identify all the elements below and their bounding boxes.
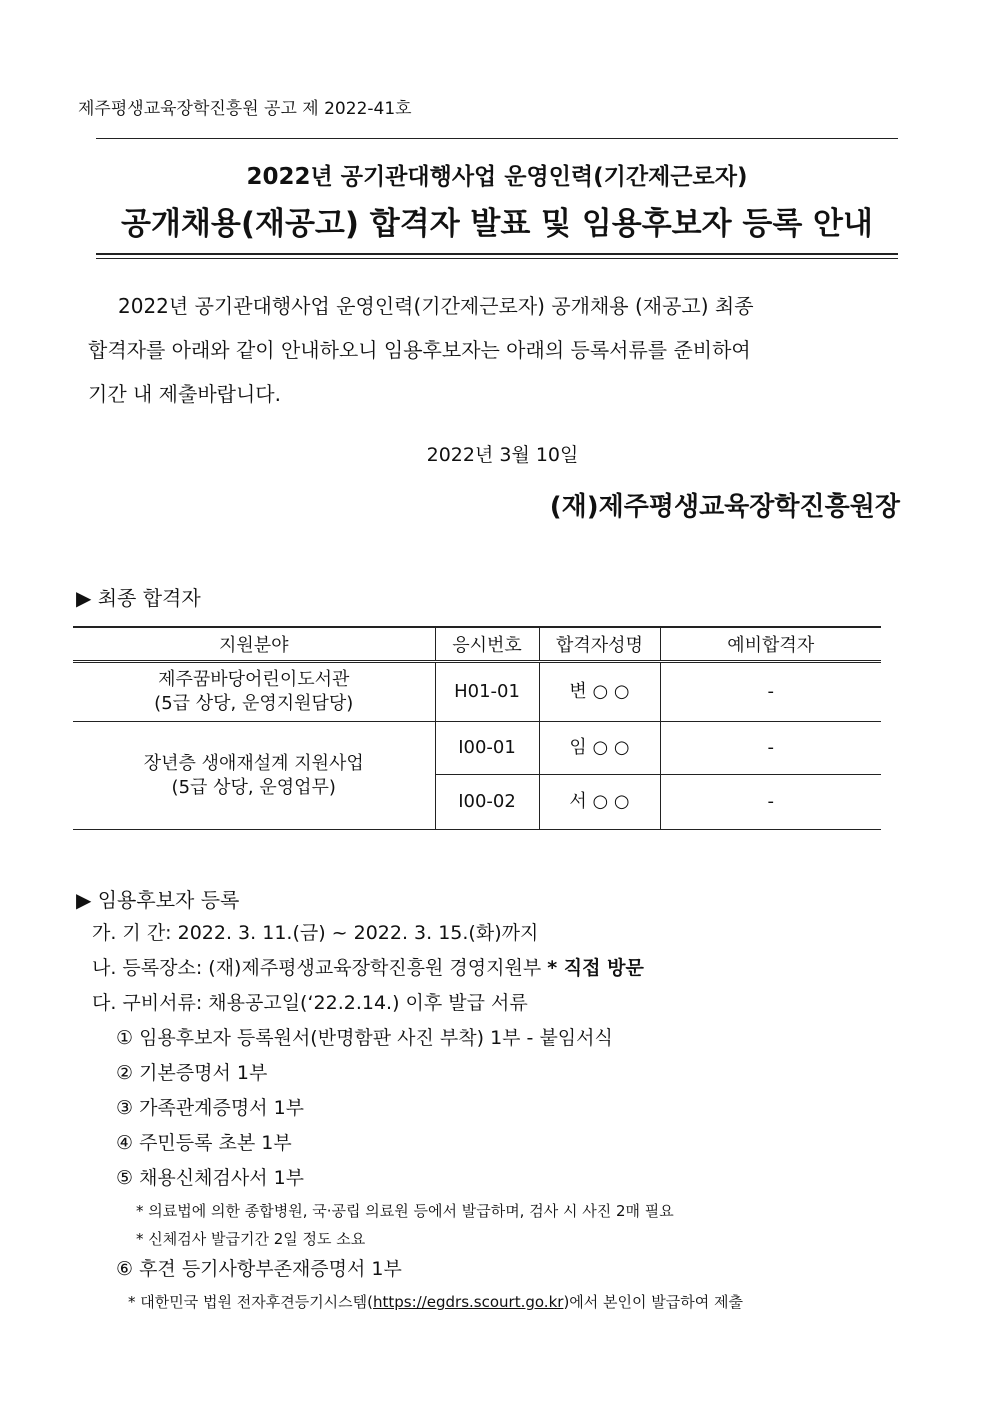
title-line-1: 2022년 공기관대행사업 운영인력(기간제근로자) [246, 164, 748, 190]
header-divider [96, 138, 898, 139]
doc-item: ⑤ 채용신체검사서 1부 [116, 1167, 305, 1189]
doc-note [92, 1289, 912, 1317]
intro-line-2: 합격자를 아래와 같이 안내하오니 임용후보자는 아래의 등록서류를 준비하여 [88, 338, 751, 362]
note-text: )에서 본인이 발급하여 제출 [563, 1293, 743, 1311]
field-line-2: (5급 상당, 운영업무) [171, 776, 336, 798]
period-label: 가. 기 간: [92, 922, 178, 944]
notice-date: 2022년 3월 10일 [426, 444, 579, 466]
period-value: 2022. 3. 11.(금) ~ 2022. 3. 15.(화)까지 [177, 922, 539, 944]
field-cell [73, 662, 435, 722]
doc-item: ④ 주민등록 초본 1부 [116, 1132, 292, 1154]
result-table [73, 626, 881, 830]
number-cell: I00-01 [435, 722, 539, 775]
table-row [73, 722, 881, 775]
name-cell: 변 ○ ○ [539, 662, 660, 722]
section-registration-title: ▶ 임용후보자 등록 [76, 888, 240, 912]
doc-item: ③ 가족관계증명서 1부 [116, 1097, 305, 1119]
notice-number: 제주평생교육장학진흥원 공고 제 2022-41호 [78, 99, 412, 119]
doc-note: * 신체검사 발급기간 2일 정도 소요 [136, 1230, 366, 1248]
intro-paragraph [88, 284, 900, 416]
note-text: * 대한민국 법원 전자후견등기시스템( [128, 1293, 374, 1311]
signer: (재)제주평생교육장학진흥원장 [549, 492, 900, 522]
registration-period [92, 918, 912, 953]
title-line-2: 공개채용(재공고) 합격자 발표 및 임용후보자 등록 안내 [121, 206, 873, 242]
doc-item: ① 임용후보자 등록원서(반명함판 사진 부착) 1부 - 붙임서식 [116, 1027, 613, 1049]
doc-note: * 의료법에 의한 종합병원, 국·공립 의료원 등에서 발급하며, 검사 시 사진 2매 필요 [136, 1202, 674, 1220]
place-label: 나. 등록장소: (재)제주평생교육장학진흥원 경영지원부 [92, 957, 548, 979]
number-cell: H01-01 [435, 662, 539, 722]
field-line-1: 제주꿈바당어린이도서관 [158, 669, 350, 690]
number-cell: I00-02 [435, 775, 539, 830]
registration-details [92, 918, 912, 1317]
registration-place [92, 953, 912, 988]
field-line-1: 장년층 생애재설계 지원사업 [143, 752, 364, 774]
place-emphasis: * 직접 방문 [547, 957, 644, 979]
table-row [73, 662, 881, 722]
required-docs-label: 다. 구비서류: 채용공고일(‘22.2.14.) 이후 발급 서류 [92, 992, 528, 1014]
reserve-cell: - [660, 722, 881, 775]
name-cell: 서 ○ ○ [539, 775, 660, 830]
header-field: 지원분야 [73, 627, 435, 662]
reserve-cell: - [660, 775, 881, 830]
header-name: 합격자성명 [539, 627, 660, 662]
name-cell: 임 ○ ○ [539, 722, 660, 775]
header-number: 응시번호 [435, 627, 539, 662]
table-header-row [73, 627, 881, 662]
title-divider-thick [96, 253, 898, 255]
doc-item: ② 기본증명서 1부 [116, 1062, 268, 1084]
intro-line-1: 2022년 공기관대행사업 운영인력(기간제근로자) 공개채용 (재공고) 최종 [118, 294, 754, 318]
egdrs-link[interactable]: https://egdrs.scourt.go.kr [373, 1293, 564, 1311]
title-divider-thin [96, 258, 898, 259]
doc-item: ⑥ 후견 등기사항부존재증명서 1부 [116, 1258, 402, 1280]
field-cell [73, 722, 435, 830]
field-line-2: (5급 상당, 운영지원담당) [154, 693, 354, 714]
section-final-passers-title: ▶ 최종 합격자 [76, 586, 201, 610]
intro-line-3: 기간 내 제출바랍니다. [88, 382, 281, 406]
reserve-cell: - [660, 662, 881, 722]
header-reserve: 예비합격자 [660, 627, 881, 662]
